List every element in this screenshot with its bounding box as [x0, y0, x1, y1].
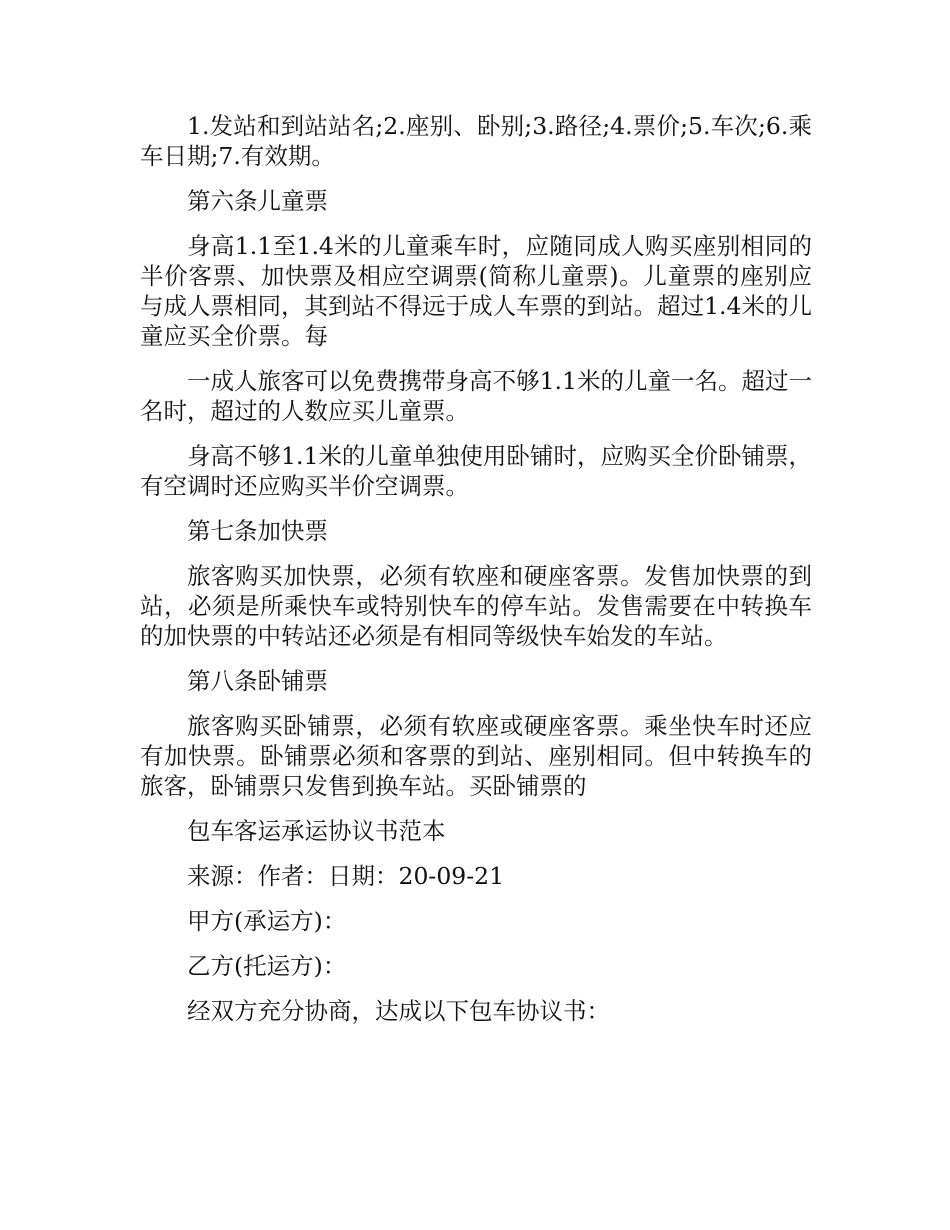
party-b-line: 乙方(托运方)：: [187, 952, 347, 980]
paragraph-child-sleeper: 身高不够1.1米的儿童单独使用卧铺时，应购买全价卧铺票，有空调时还应购买半价空调票。: [140, 442, 812, 500]
paragraph-free-child: 一成人旅客可以免费携带身高不够1.1米的儿童一名。超过一名时，超过的人数应买儿童票。: [140, 367, 812, 425]
section-heading-article-6: 第六条儿童票: [187, 187, 328, 215]
document-title: 包车客运承运协议书范本: [187, 817, 446, 845]
paragraph-express-ticket: 旅客购买加快票，必须有软座和硬座客票。发售加快票的到站，必须是所乘快车或特别快车的停车站。发售需要在中转换车的加快票的中转站还必须是有相同等级快车始发的车站。: [140, 562, 812, 650]
source-line: 来源：作者：日期：20-09-21: [187, 862, 505, 890]
paragraph-sleeper-ticket: 旅客购买卧铺票，必须有软座或硬座客票。乘坐快车时还应有加快票。卧铺票必须和客票的到站、座别相同。但中转换车的旅客，卧铺票只发售到换车站。买卧铺票的: [140, 712, 812, 800]
agreement-intro: 经双方充分协商，达成以下包车协议书：: [187, 997, 610, 1025]
document-page: [140, 111, 812, 1041]
party-a-line: 甲方(承运方)：: [187, 907, 347, 935]
section-heading-article-8: 第八条卧铺票: [187, 667, 328, 695]
ticket-info-list: 1.发站和到站站名;2.座别、卧别;3.路径;4.票价;5.车次;6.乘车日期;7.有效期。: [140, 112, 812, 170]
section-heading-article-7: 第七条加快票: [187, 517, 328, 545]
paragraph-child-ticket-height: 身高1.1至1.4米的儿童乘车时，应随同成人购买座别相同的半价客票、加快票及相应空调票(简称儿童票)。儿童票的座别应与成人票相同，其到站不得远于成人车票的到站。超过1.4米的儿童应买全价票。每: [140, 232, 812, 350]
